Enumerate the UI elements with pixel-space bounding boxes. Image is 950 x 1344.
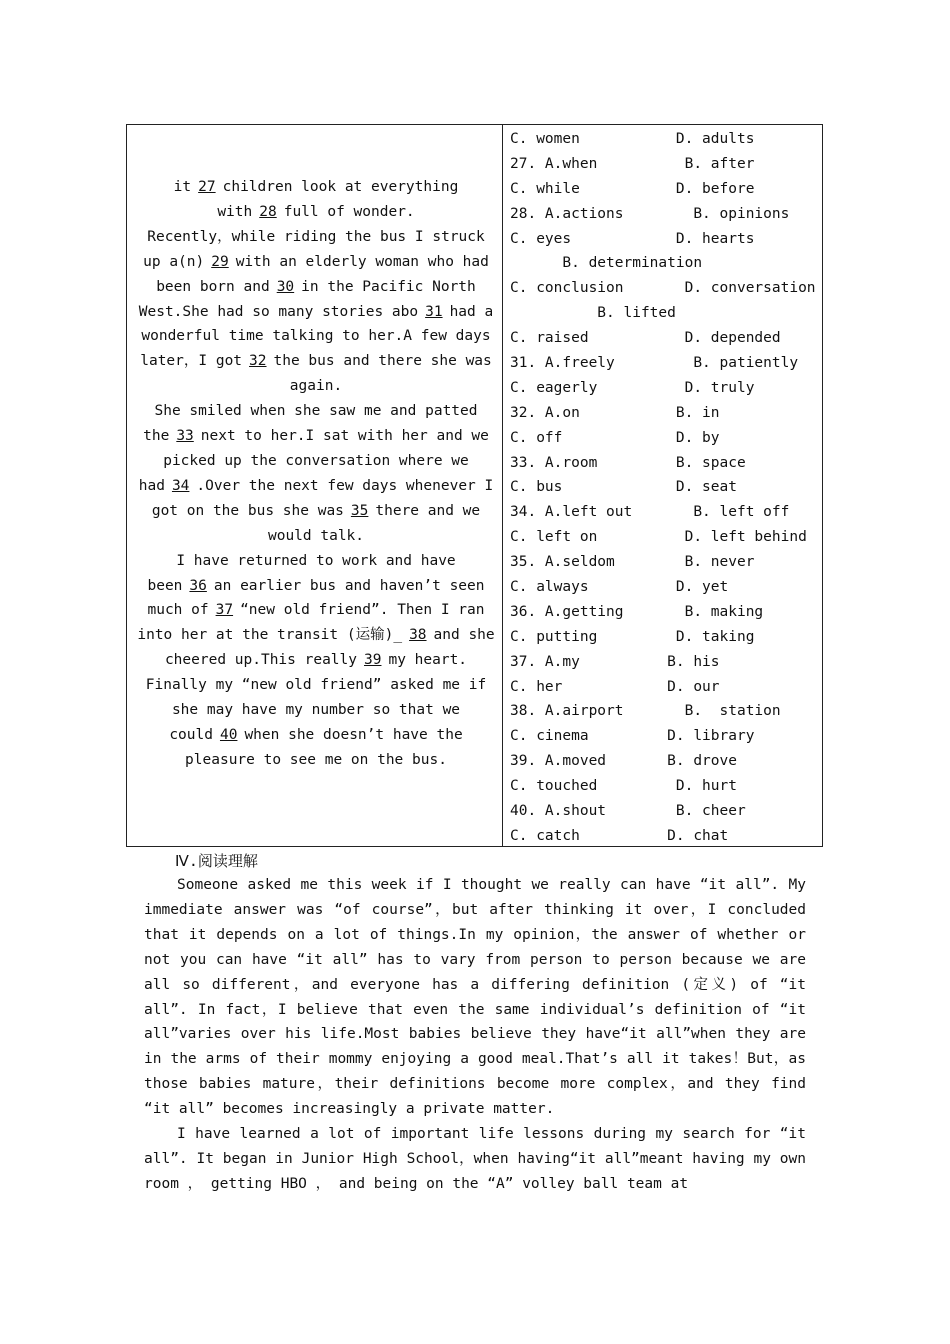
blank-number: 34 xyxy=(171,477,190,494)
blank-number: 37 xyxy=(215,602,234,619)
blank-number: 35 xyxy=(350,502,369,519)
option-line: C. catch D. chat xyxy=(510,827,729,844)
cloze-text: in the Pacific North West.She had so many stories abo xyxy=(138,278,476,320)
cloze-paragraph xyxy=(135,225,497,399)
reading-passage xyxy=(144,873,806,1197)
cloze-text: .Over the next few days whenever I got on the bus she was xyxy=(151,477,494,519)
cloze-text: an earlier bus and haven’t seen much of xyxy=(147,577,485,619)
cloze-text: my heart. xyxy=(388,652,468,669)
cloze-text: with an elderly woman who had been born and xyxy=(156,253,489,295)
option-line: 33. A.room B. space xyxy=(510,454,746,471)
cloze-passage xyxy=(135,175,497,773)
option-line: B. lifted xyxy=(510,305,676,322)
cloze-text: when she doesn’t have the pleasure to see me on the bus. xyxy=(185,726,463,768)
cloze-text: She smiled when she saw me and patted the xyxy=(143,403,478,445)
blank-number: 38 xyxy=(409,627,427,644)
option-line: 31. A.freely B. patiently xyxy=(510,355,799,372)
cloze-paragraph xyxy=(135,549,497,674)
column-divider xyxy=(502,125,503,846)
option-line: 34. A.left out B. left off xyxy=(510,504,790,521)
cloze-text: the bus and there she was again. xyxy=(273,353,492,395)
option-line: 38. A.airport B. station xyxy=(510,703,781,720)
blank-number: 28 xyxy=(259,203,277,220)
option-line: 37. A.my B. his xyxy=(510,653,720,670)
option-line: 39. A.moved B. drove xyxy=(510,753,737,770)
option-line: C. putting D. taking xyxy=(510,628,755,645)
option-line: C. always D. yet xyxy=(510,579,729,596)
option-line: C. cinema D. library xyxy=(510,728,755,745)
cloze-paragraph xyxy=(135,673,497,773)
cloze-text: it xyxy=(173,179,192,195)
cloze-text: “new old friend”. Then I ran into her at the transit (运输)_ xyxy=(137,602,485,644)
option-line: B. determination xyxy=(510,255,703,272)
option-line: 36. A.getting B. making xyxy=(510,603,764,620)
cloze-paragraph xyxy=(135,175,497,225)
cloze-text: I have returned to work and have been xyxy=(147,552,456,594)
option-line: C. conclusion D. conversation xyxy=(510,280,816,297)
cloze-text: had a wonderful time talking to her.A few days later，I got xyxy=(140,303,494,370)
option-line: C. while D. before xyxy=(510,180,755,197)
cloze-paragraph xyxy=(135,399,497,548)
passage-paragraph: Someone asked me this week if I thought we really can have “it all”. My immediate answer was “of course”，but after thinking it over，I concluded that it depends on a lot of things.In my opinion，the answer of whether or not you can have “it all” has to vary from person to person because we are all so different，and everyone has a differing definition (定义) of “it all”. In fact，I believe that even the same individual’s definition of “it all”varies over his life.Most babies believe they have“it all”when they are in the arms of their mommy enjoying a good meal.That’s all it takes！But，as those babies mature，their definitions become more complex，and they find “it all” becomes increasingly a private matter. xyxy=(144,877,806,1118)
option-line: C. her D. our xyxy=(510,678,720,695)
blank-number: 32 xyxy=(249,353,267,370)
cloze-text: Finally my “new old friend” asked me if she may have my number so that we could xyxy=(145,677,487,743)
option-line: C. raised D. depended xyxy=(510,330,781,347)
option-line: C. bus D. seat xyxy=(510,479,737,496)
cloze-text: and she cheered up.This really xyxy=(164,627,495,669)
cloze-options xyxy=(510,127,820,849)
option-line: C. touched D. hurt xyxy=(510,778,737,795)
blank-number: 33 xyxy=(176,428,194,445)
cloze-text: there and we would talk. xyxy=(267,502,481,544)
option-line: 32. A.on B. in xyxy=(510,404,720,421)
blank-number: 36 xyxy=(189,577,207,594)
blank-number: 31 xyxy=(425,303,443,320)
option-line: 27. A.when B. after xyxy=(510,155,755,172)
option-line: 28. A.actions B. opinions xyxy=(510,205,790,222)
option-line: C. eyes D. hearts xyxy=(510,230,755,247)
cloze-text: Recently，while riding the bus I struck up a(n) xyxy=(143,228,485,270)
cloze-table xyxy=(126,124,823,847)
section-title: Ⅳ.阅读理解 xyxy=(175,852,258,870)
cloze-text: next to her.I sat with her and we picked up the conversation where we had xyxy=(138,428,489,494)
blank-number: 27 xyxy=(198,179,216,195)
blank-number: 30 xyxy=(276,278,295,295)
cloze-text: children look at everything with xyxy=(217,179,459,220)
passage-paragraph: I have learned a lot of important life lessons during my search for “it all”. It began in Junior High School，when having“it all”meant having my own room ， getting HBO ， and being on the “A” volley ball team at xyxy=(144,1126,806,1192)
option-line: C. eagerly D. truly xyxy=(510,379,755,396)
blank-number: 40 xyxy=(219,726,238,743)
option-line: C. off D. by xyxy=(510,429,720,446)
blank-number: 29 xyxy=(211,253,229,270)
cloze-text: full of wonder. xyxy=(283,203,415,220)
option-line: C. left on D. left behind xyxy=(510,529,807,546)
option-line: 40. A.shout B. cheer xyxy=(510,803,746,820)
blank-number: 39 xyxy=(364,652,382,669)
option-line: 35. A.seldom B. never xyxy=(510,554,755,571)
option-line: C. women D. adults xyxy=(510,131,755,147)
